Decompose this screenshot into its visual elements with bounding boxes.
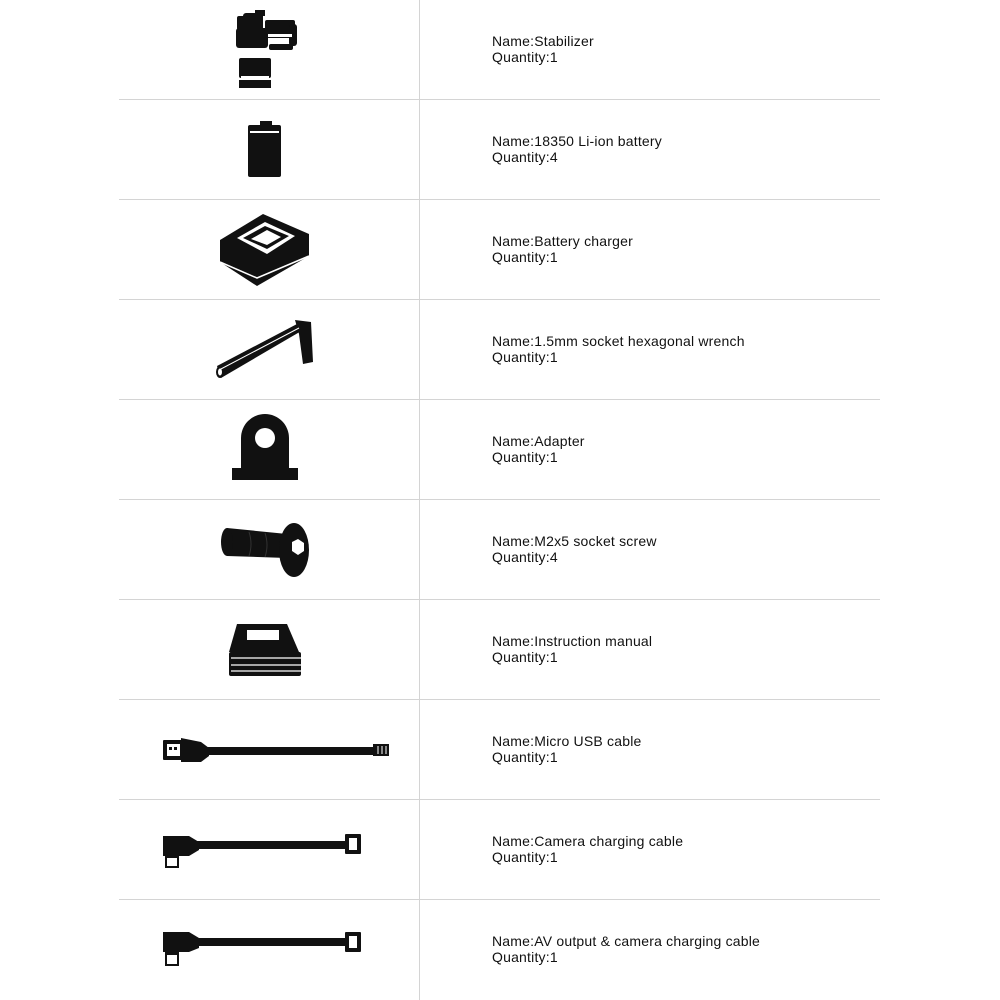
item-name: Name:Instruction manual <box>492 633 653 649</box>
item-text <box>492 633 872 665</box>
manual-icon <box>119 600 419 700</box>
list-item-manual <box>119 600 880 700</box>
item-name: Name:Camera charging cable <box>492 833 684 849</box>
item-quantity: Quantity:1 <box>492 49 558 65</box>
list-item-battery <box>119 100 880 200</box>
item-name: Name:M2x5 socket screw <box>492 533 657 549</box>
micro-usb-cable-icon <box>119 700 419 800</box>
item-name: Name:18350 Li-ion battery <box>492 133 662 149</box>
adapter-icon <box>119 400 419 500</box>
item-quantity: Quantity:1 <box>492 949 558 965</box>
item-quantity: Quantity:1 <box>492 749 558 765</box>
item-quantity: Quantity:1 <box>492 349 558 365</box>
item-name: Name:Adapter <box>492 433 585 449</box>
list-item-adapter <box>119 400 880 500</box>
item-text <box>492 433 872 465</box>
stabilizer-icon <box>119 0 419 100</box>
item-quantity: Quantity:4 <box>492 149 558 165</box>
item-quantity: Quantity:1 <box>492 649 558 665</box>
list-item-hex-wrench <box>119 300 880 400</box>
list-item-camera-charging-cable <box>119 800 880 900</box>
item-text <box>492 533 872 565</box>
item-text <box>492 933 872 965</box>
item-quantity: Quantity:4 <box>492 549 558 565</box>
list-item-battery-charger <box>119 200 880 300</box>
item-quantity: Quantity:1 <box>492 249 558 265</box>
item-text <box>492 333 872 365</box>
list-item-micro-usb-cable <box>119 700 880 800</box>
item-name: Name:Micro USB cable <box>492 733 642 749</box>
item-name: Name:Stabilizer <box>492 33 594 49</box>
item-text <box>492 33 872 65</box>
item-name: Name:AV output & camera charging cable <box>492 933 761 949</box>
screw-icon <box>119 500 419 600</box>
battery-icon <box>119 100 419 200</box>
item-name: Name:Battery charger <box>492 233 633 249</box>
item-text <box>492 733 872 765</box>
item-text <box>492 833 872 865</box>
list-item-screw <box>119 500 880 600</box>
item-name: Name:1.5mm socket hexagonal wrench <box>492 333 745 349</box>
item-text <box>492 133 872 165</box>
list-item-stabilizer <box>119 0 880 100</box>
item-quantity: Quantity:1 <box>492 449 558 465</box>
list-item-av-output-cable <box>119 900 880 1000</box>
item-quantity: Quantity:1 <box>492 849 558 865</box>
av-output-cable-icon <box>119 900 419 1000</box>
hex-wrench-icon <box>119 300 419 400</box>
battery-charger-icon <box>119 200 419 300</box>
camera-charging-cable-icon <box>119 800 419 900</box>
item-text <box>492 233 872 265</box>
